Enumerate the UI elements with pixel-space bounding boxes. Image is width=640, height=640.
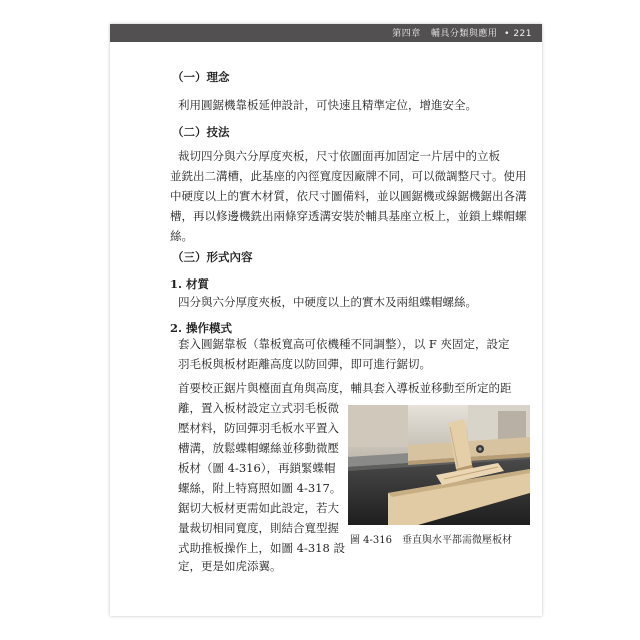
- operation-line-2: 羽毛板與板材距離高度以防回彈，即可進行鋸切。: [178, 357, 431, 371]
- technique-line-4: 槽，再以修邊機銑出兩條穿透溝安裝於輔具基座立板上，並鎖上蝶帽螺: [170, 209, 527, 223]
- procedure-line-7: 鋸切大板材更需如此設定，若大: [178, 501, 339, 515]
- chapter-title: 輔具分類與應用: [430, 29, 498, 39]
- technique-line-1: 裁切四分與六分厚度夾板，尺寸依圖面再加固定一片居中的立板: [178, 149, 500, 163]
- technique-line-2: 並銑出二溝槽，此基座的內徑寬度因廠牌不同，可以微調整尺寸。使用: [170, 169, 527, 183]
- section-heading-form: （三）形式內容: [172, 250, 253, 264]
- section-heading-technique: （二）技法: [172, 125, 230, 139]
- page-header: 第四章 輔具分類與應用 • 221: [392, 29, 532, 39]
- technique-line-3: 中硬度以上的實木材質，依尺寸圖備料，並以圓鋸機或線鋸機鋸出各溝: [170, 189, 527, 203]
- procedure-line-6: 螺絲，附上特寫照如圖 4-317。: [178, 481, 342, 495]
- chapter-label: 第四章: [392, 29, 421, 39]
- procedure-line-10: 定，更是如虎添翼。: [178, 559, 282, 573]
- procedure-line-9: 式助推板操作上，如圖 4-318 設: [178, 541, 345, 555]
- subheading-operation: 2. 操作模式: [170, 321, 233, 335]
- procedure-line-2: 離，置入板材設定立式羽毛板微: [178, 401, 339, 415]
- figure-caption: 圖 4-316 垂直與水平都需微壓板材: [350, 535, 513, 546]
- concept-text: 利用圓鋸機靠板延伸設計，可快速且精準定位，增進安全。: [178, 98, 477, 112]
- photo-illustration: [348, 405, 530, 525]
- procedure-line-3: 壓材料，防回彈羽毛板水平置入: [178, 421, 339, 435]
- operation-line-1: 套入圓鋸靠板（靠板寬高可依機種不同調整），以 F 夾固定，設定: [178, 337, 510, 351]
- page-number: 221: [513, 29, 532, 39]
- procedure-line-5: 板材（圖 4-316），再鎖緊蝶帽: [178, 461, 336, 475]
- technique-line-5: 絲。: [170, 229, 193, 243]
- procedure-line-8: 量裁切相同寬度，則結合寬型握: [178, 521, 339, 535]
- procedure-line-4: 槽溝，放鬆蝶帽螺絲並移動微壓: [178, 441, 339, 455]
- section-heading-concept: （一）理念: [172, 70, 230, 84]
- subheading-material: 1. 材質: [170, 277, 210, 291]
- material-text: 四分與六分厚度夾板，中硬度以上的實木及兩組蝶帽螺絲。: [178, 295, 477, 309]
- procedure-line-1: 首要校正鋸片與檯面直角與高度，輔具套入導板並移動至所定的距: [178, 381, 512, 395]
- table-saw-jig-photo: [348, 405, 530, 525]
